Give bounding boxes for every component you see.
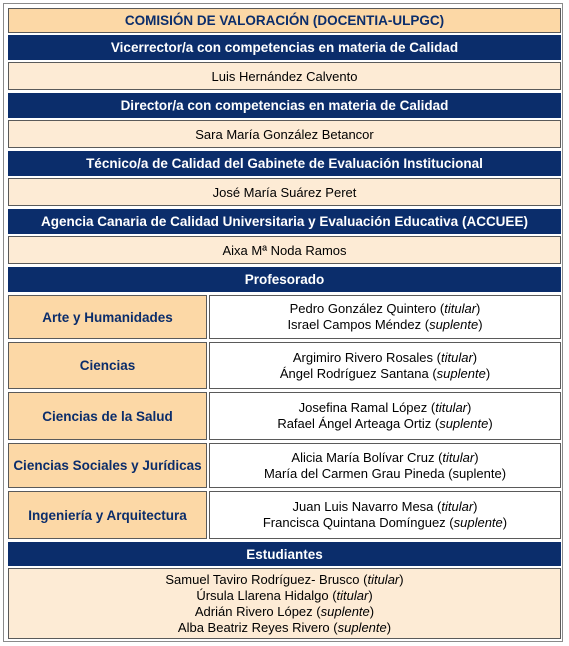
area-members-arte-humanidades — [209, 295, 561, 339]
area-label-ciencias-sociales-juridicas: Ciencias Sociales y Jurídicas — [8, 443, 207, 488]
member-line: Ángel Rodríguez Santana (suplente) — [279, 365, 491, 381]
member-line: Pedro González Quintero (titular) — [289, 301, 481, 316]
member-line: Rafael Ángel Arteaga Ortiz (suplente) — [277, 416, 493, 431]
section-header-tecnico: Técnico/a de Calidad del Gabinete de Evaluación Institucional — [8, 151, 561, 176]
member-line: María del Carmen Grau Pineda (suplente) — [263, 465, 507, 481]
student-line: Úrsula Llarena Hidalgo (titular) — [196, 587, 373, 603]
area-label-arte-humanidades: Arte y Humanidades — [8, 295, 207, 339]
section-header-profesorado: Profesorado — [8, 267, 561, 292]
member-line: Alicia María Bolívar Cruz (titular) — [291, 449, 479, 465]
area-members-ciencias-sociales-juridicas — [209, 443, 561, 488]
section-header-director: Director/a con competencias en materia de Calidad — [8, 93, 561, 118]
table-title: COMISIÓN DE VALORACIÓN (DOCENTIA-ULPGC) — [8, 8, 561, 33]
member-line: Argimiro Rivero Rosales (titular) — [292, 349, 478, 365]
member-line: Israel Campos Méndez (suplente) — [287, 317, 483, 332]
area-label-ciencias-salud: Ciencias de la Salud — [8, 392, 207, 440]
section-name-vicerrector: Luis Hernández Calvento — [8, 62, 561, 90]
section-name-accuee: Aixa Mª Noda Ramos — [8, 236, 561, 264]
student-line: Alba Beatriz Reyes Rivero (suplente) — [177, 619, 392, 635]
section-header-vicerrector: Vicerrector/a con competencias en materia de Calidad — [8, 35, 561, 60]
section-header-estudiantes: Estudiantes — [8, 542, 561, 566]
area-members-ingenieria-arquitectura — [209, 491, 561, 539]
member-line: Juan Luis Navarro Mesa (titular) — [292, 499, 478, 514]
area-members-ciencias-salud — [209, 392, 561, 440]
member-line: Josefina Ramal López (titular) — [298, 400, 472, 415]
student-line: Adrián Rivero López (suplente) — [194, 603, 375, 619]
section-name-tecnico: José María Suárez Peret — [8, 178, 561, 206]
student-line: Samuel Taviro Rodríguez- Brusco (titular) — [165, 571, 404, 587]
section-header-accuee: Agencia Canaria de Calidad Universitaria y Evaluación Educativa (ACCUEE) — [8, 209, 561, 234]
area-label-ciencias: Ciencias — [8, 342, 207, 389]
member-line: Francisca Quintana Domínguez (suplente) — [262, 515, 508, 530]
area-label-ingenieria-arquitectura: Ingeniería y Arquitectura — [8, 491, 207, 539]
area-members-ciencias — [209, 342, 561, 389]
estudiantes-members — [8, 568, 561, 639]
section-name-director: Sara María González Betancor — [8, 120, 561, 148]
